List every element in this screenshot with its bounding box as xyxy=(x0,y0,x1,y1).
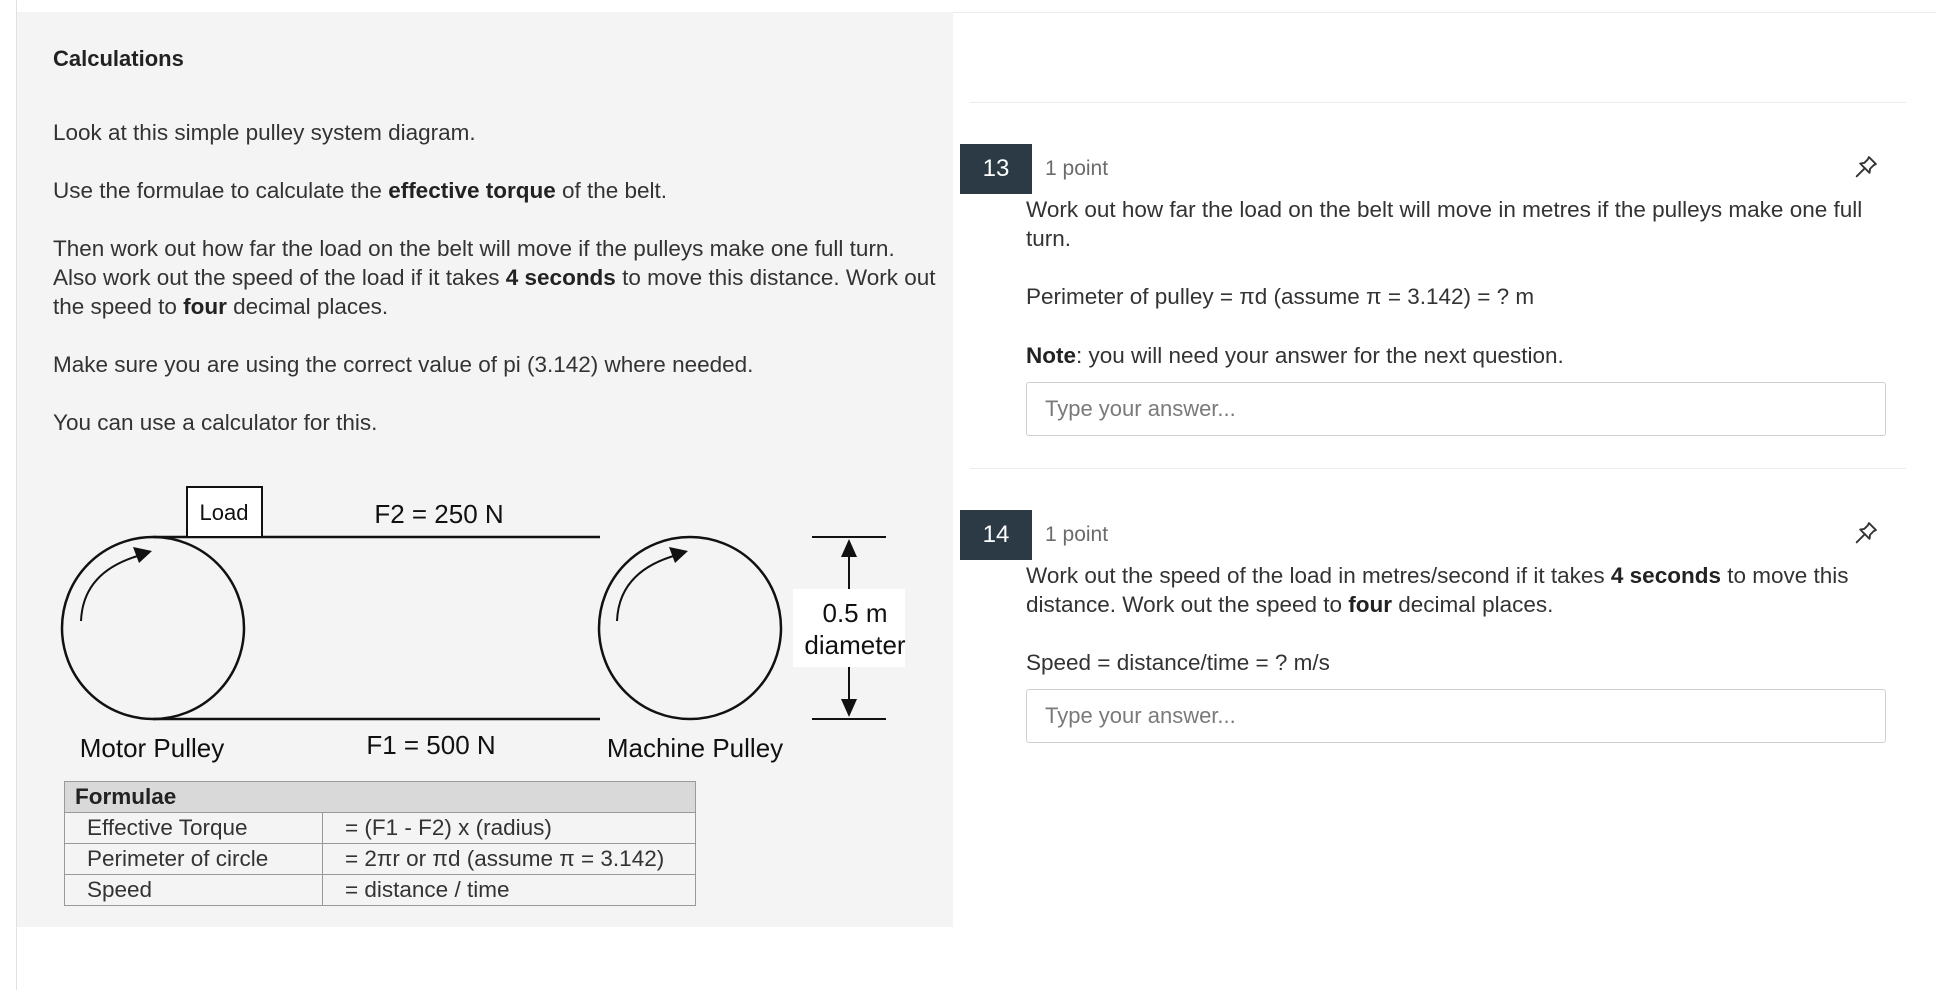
formula-name: Speed xyxy=(65,875,323,906)
question-14-number: 14 xyxy=(960,510,1032,560)
question-14-answer-input[interactable] xyxy=(1026,689,1886,743)
f1-label: F1 = 500 N xyxy=(366,730,496,760)
section-title: Calculations xyxy=(53,46,184,71)
f2-label: F2 = 250 N xyxy=(374,499,504,529)
formula-name: Effective Torque xyxy=(65,813,323,844)
question-14-formula: Speed = distance/time = ? m/s xyxy=(1026,650,1330,675)
formula-expression: = (F1 - F2) x (radius) xyxy=(323,813,696,844)
question-13-text: Work out how far the load on the belt will move in metres if the pulleys make one full turn. xyxy=(1026,197,1863,251)
pin-icon[interactable] xyxy=(1852,519,1880,547)
diameter-value: 0.5 m xyxy=(822,598,888,628)
dimension-down-arrowhead xyxy=(841,699,857,717)
info-panel xyxy=(17,12,953,927)
machine-pulley-label: Machine Pulley xyxy=(606,733,784,763)
calculator-paragraph: You can use a calculator for this. xyxy=(53,410,378,435)
question-13-answer-input[interactable] xyxy=(1026,382,1886,436)
pulley-diagram xyxy=(17,467,953,787)
distance-paragraph: Then work out how far the load on the belt will move if the pulleys make one full turn. Also work out the speed of the load if it takes 4 seconds to move this distance. Work out the speed to four decimal places. xyxy=(53,236,936,319)
table-row xyxy=(65,875,696,906)
load-label: Load xyxy=(199,500,249,525)
motor-pulley-label: Motor Pulley xyxy=(79,733,225,763)
formulae-table xyxy=(64,781,696,906)
table-row xyxy=(65,844,696,875)
pi-paragraph: Make sure you are using the correct value of pi (3.142) where needed. xyxy=(53,352,754,377)
formula-expression: = distance / time xyxy=(323,875,696,906)
question-13-formula: Perimeter of pulley = πd (assume π = 3.142) = ? m xyxy=(1026,284,1535,309)
question-14-text: Work out the speed of the load in metres/second if it takes 4 seconds to move this distance. Work out the speed to four decimal places. xyxy=(1026,563,1849,617)
page-top-border xyxy=(953,12,1936,13)
diameter-word: diameter xyxy=(804,630,906,660)
machine-arrowhead xyxy=(669,547,688,563)
dimension-up-arrowhead xyxy=(841,539,857,557)
question-13-note: Note: you will need your answer for the next question. xyxy=(1026,343,1564,368)
machine-pulley xyxy=(599,537,781,719)
question-13-number: 13 xyxy=(960,144,1032,194)
motor-rotation-arrow xyxy=(81,555,141,621)
formula-name: Perimeter of circle xyxy=(65,844,323,875)
formulae-header: Formulae xyxy=(65,782,696,813)
pin-icon[interactable] xyxy=(1852,153,1880,181)
question-14-points: 1 point xyxy=(1045,523,1109,546)
motor-arrowhead xyxy=(133,547,152,563)
motor-pulley xyxy=(62,537,244,719)
intro-paragraph: Look at this simple pulley system diagram. xyxy=(53,120,476,145)
table-row xyxy=(65,813,696,844)
formula-expression: = 2πr or πd (assume π = 3.142) xyxy=(323,844,696,875)
question-divider xyxy=(970,468,1906,469)
torque-paragraph: Use the formulae to calculate the effective torque of the belt. xyxy=(53,178,668,203)
question-13-points: 1 point xyxy=(1045,157,1109,180)
question-divider xyxy=(970,102,1906,103)
